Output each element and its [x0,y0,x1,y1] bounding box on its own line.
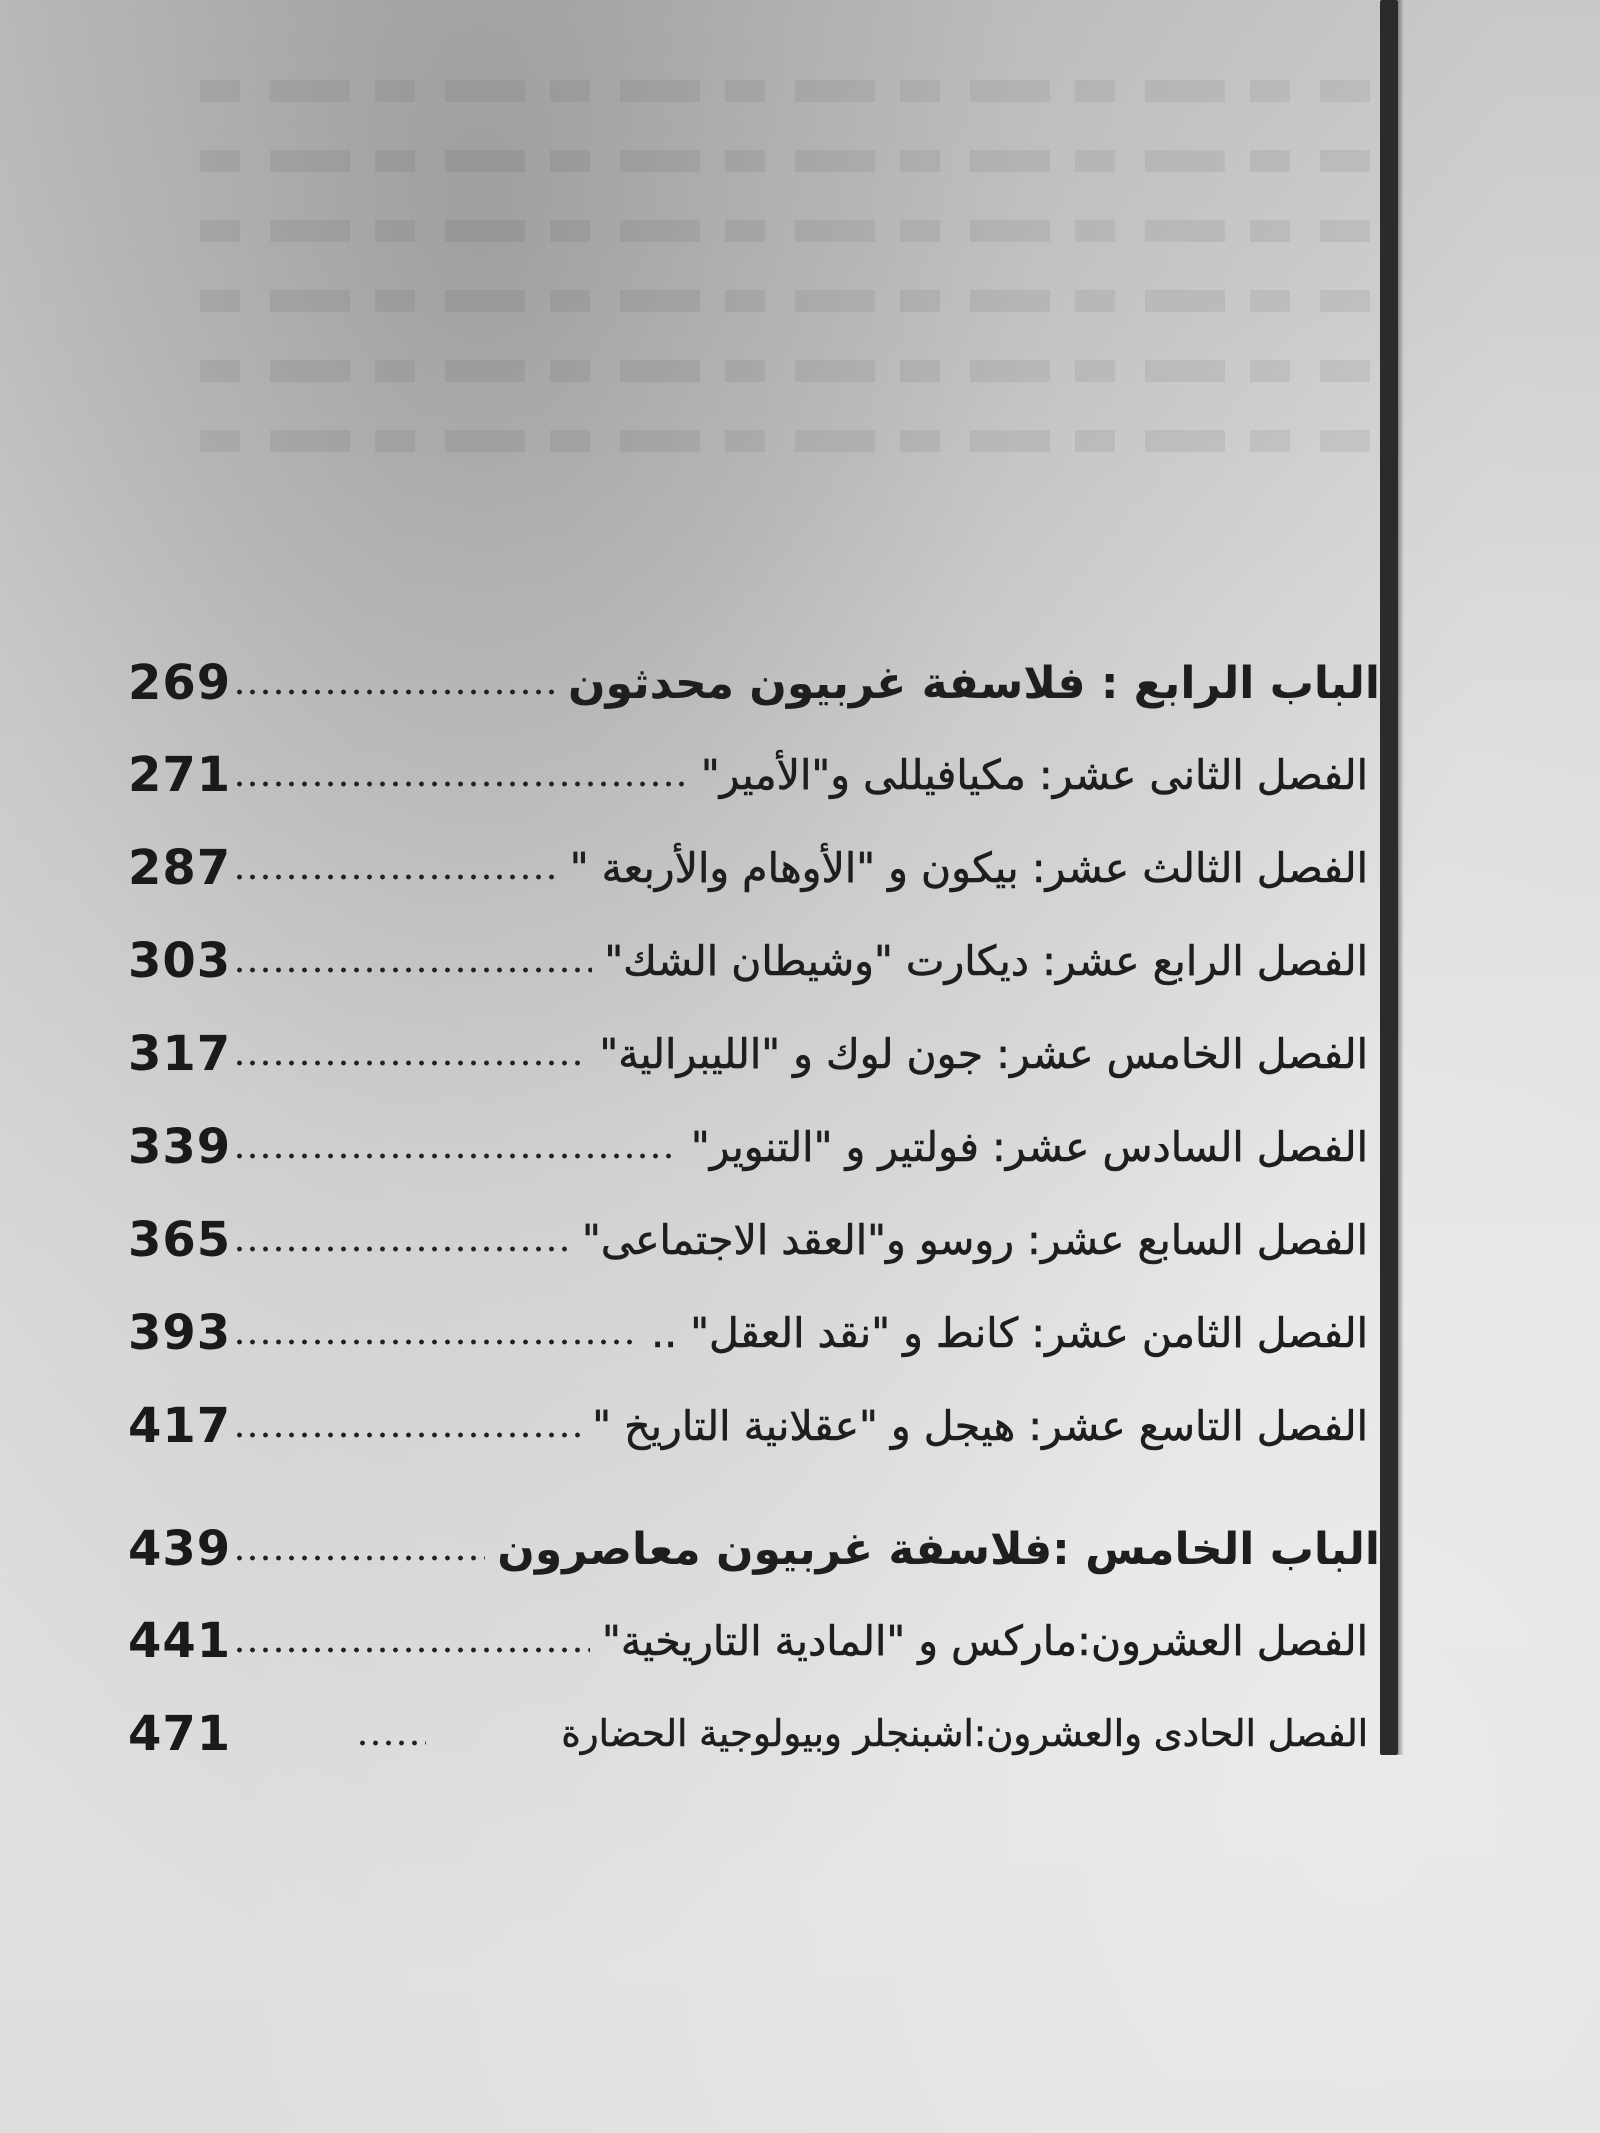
page-number: 471 [128,1705,232,1762]
toc-part-entry [128,638,1380,728]
page-number: 439 [128,1521,232,1577]
page-number: 287 [128,839,232,896]
page-number: 269 [128,655,232,711]
dot-leader [233,965,592,975]
chapter-title: الفصل السابع عشر: روسو و"العقد الاجتماعى" [582,1215,1368,1264]
page-number: 441 [128,1612,232,1669]
dot-leader [233,1244,570,1254]
chapter-title: الفصل التاسع عشر: هيجل و "عقلانية التاريخ " [592,1401,1368,1450]
toc-chapter-entry [128,1193,1368,1286]
dot-leader [233,872,558,882]
chapter-title: الفصل السادس عشر: فولتير و "التنوير" [690,1122,1368,1171]
part-title: الباب الرابع : فلاسفة غربيون محدثون [567,657,1380,709]
part-title: الباب الخامس :فلاسفة غربيون معاصرون [497,1523,1380,1575]
spine-shadow [1398,0,1404,1755]
chapter-title: الفصل الثانى عشر: مكيافيللى و"الأمير" [700,750,1368,799]
dot-leader [233,1430,580,1440]
toc-chapter-entry [128,1007,1368,1100]
chapter-title: الفصل الخامس عشر: جون لوك و "الليبرالية" [599,1029,1368,1078]
chapter-title: الفصل العشرون:ماركس و "المادية التاريخية" [601,1616,1368,1665]
table-of-contents [128,638,1380,1780]
dot-leader [356,1738,426,1748]
page-number: 317 [128,1025,232,1082]
toc-chapter-entry [128,728,1368,821]
page-number: 303 [128,932,232,989]
toc-chapter-entry [128,914,1368,1007]
chapter-title: الفصل الحادى والعشرون:اشبنجلر وبيولوجية الحضارة [561,1712,1368,1755]
page-number: 417 [128,1397,232,1454]
toc-chapter-entry [128,1594,1368,1687]
dot-leader [233,687,556,697]
dot-leader [233,1151,679,1161]
toc-chapter-entry [128,1687,1368,1780]
toc-chapter-entry [128,1100,1368,1193]
dot-leader [233,779,689,789]
toc-chapter-entry [128,1286,1368,1379]
chapter-title: الفصل الثالث عشر: بيكون و "الأوهام والأربعة " [569,843,1368,892]
dot-leader [233,1553,485,1563]
page-number: 339 [128,1118,232,1175]
dot-leader [233,1337,639,1347]
chapter-title: الفصل الثامن عشر: كانط و "نقد العقل" .. [651,1308,1368,1357]
chapter-title: الفصل الرابع عشر: ديكارت "وشيطان الشك" [604,936,1368,985]
page-number: 393 [128,1304,232,1361]
page-number: 271 [128,746,232,803]
dot-leader [233,1645,590,1655]
toc-chapter-entry [128,821,1368,914]
toc-chapter-entry [128,1379,1368,1472]
toc-part-entry [128,1504,1380,1594]
page-number: 365 [128,1211,232,1268]
dot-leader [233,1058,587,1068]
book-spine [1380,0,1398,1755]
